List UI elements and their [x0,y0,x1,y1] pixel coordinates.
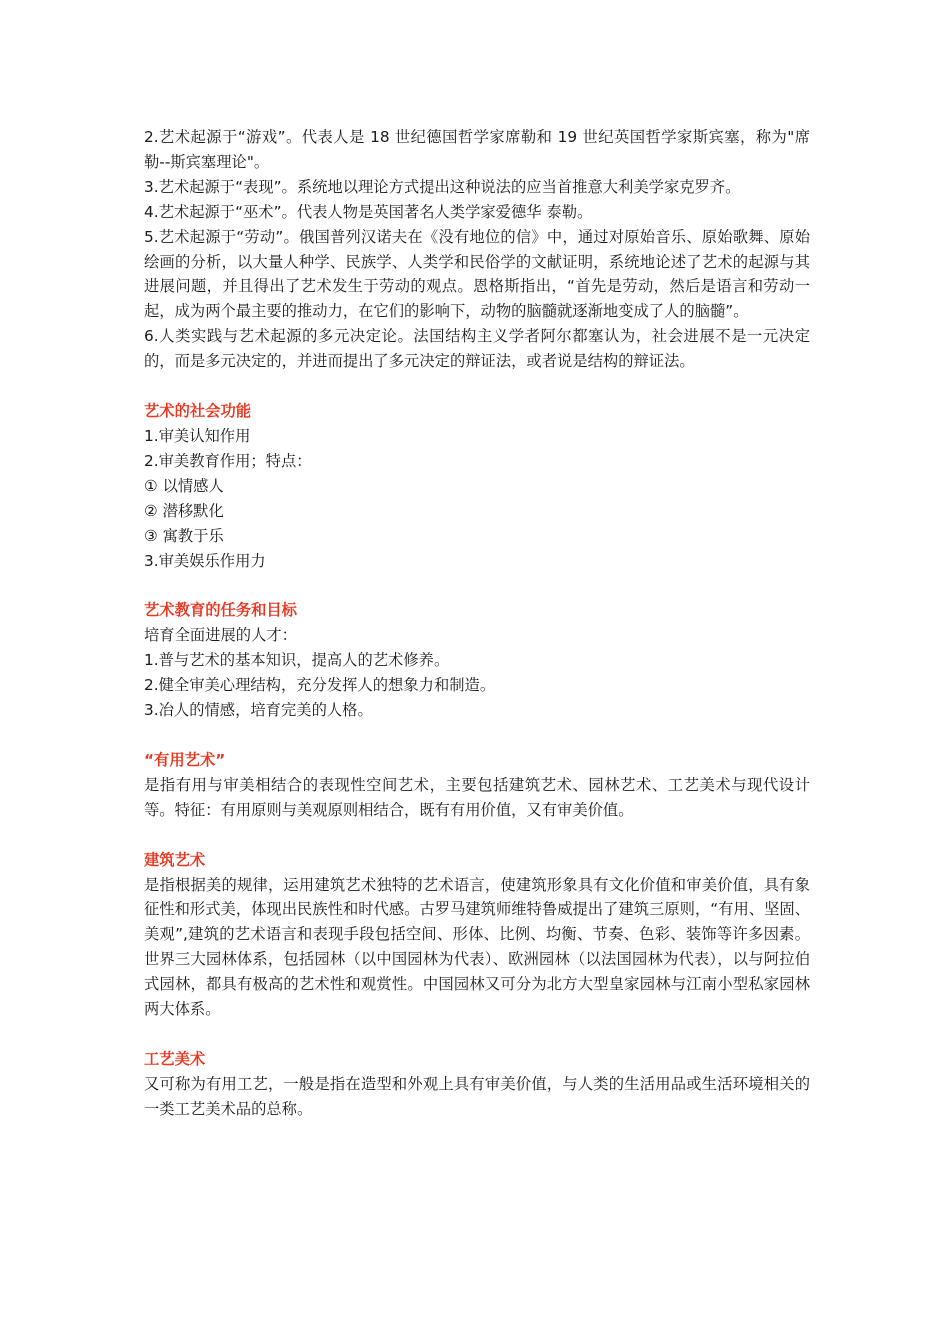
origin-theory-6: 6.人类实践与艺术起源的多元决定论。法国结构主义学者阿尔都塞认为，社会进展不是一元决定的，而是多元决定的，并进而提出了多元决定的辩证法，或者说是结构的辩证法。 [144,327,810,371]
useful-art-text: 是指有用与审美相结合的表现性空间艺术，主要包括建筑艺术、园林艺术、工艺美术与现代设计等。特征：有用原则与美观原则相结合，既有有用价值，又有审美价值。 [144,775,810,819]
architecture-heading: 建筑艺术 [144,850,206,869]
education-item: 培育全面进展的人才： [144,626,297,645]
social-function-item: ② 潜移默化 [144,501,224,520]
document-page [144,125,810,1122]
social-function-item: 2.审美教育作用；特点： [144,451,312,470]
crafts-text: 又可称为有用工艺，一般是指在造型和外观上具有审美价值，与人类的生活用品或生活环境相关的一类工艺美术品的总称。 [144,1074,810,1118]
education-item: 2.健全审美心理结构，充分发挥人的想象力和制造。 [144,676,496,695]
social-function-item: 3.审美娱乐作用力 [144,551,266,570]
social-function-item: ① 以情感人 [144,476,224,495]
origin-theory-5: 5.艺术起源于“劳动”。俄国普列汉诺夫在《没有地位的信》中，通过对原始音乐、原始歌舞、原始绘画的分析，以大量人种学、民族学、人类学和民俗学的文献证明，系统地论述了艺术的起源与其进展问题，并且得出了艺术发生于劳动的观点。恩格斯指出，“首先是劳动，然后是语言和劳动一起，成为两个最主要的推动力，在它们的影响下，动物的脑髓就逐渐地变成了人的脑髓”。 [144,227,810,321]
social-function-item: 1.审美认知作用 [144,426,251,445]
social-function-heading: 艺术的社会功能 [144,402,252,421]
crafts-heading: 工艺美术 [144,1050,206,1068]
origin-theory-2: 2.艺术起源于“游戏”。代表人是 18 世纪德国哲学家席勒和 19 世纪英国哲学家斯宾塞，称为"席勒--斯宾塞理论"。 [144,128,810,171]
education-item: 1.普与艺术的基本知识，提高人的艺术修养。 [144,651,450,670]
architecture-text: 是指根据美的规律，运用建筑艺术独特的艺术语言，使建筑形象具有文化价值和审美价值，具有象征性和形式美，体现出民族性和时代感。古罗马建筑师维特鲁威提出了建筑三原则，“有用、坚固、美观”,建筑的艺术语言和表现手段包括空间、形体、比例、均衡、节奏、色彩、装饰等许多因素。世界三大园林体系，包括园林（以中国园林为代表）、欧洲园林（以法国园林为代表），以与阿拉伯式园林，都具有极高的艺术性和观赏性。中国园林又可分为北方大型皇家园林与江南小型私家园林两大体系。 [144,875,810,1019]
education-heading: 艺术教育的任务和目标 [144,601,297,620]
social-function-item: ③ 寓教于乐 [144,526,224,545]
useful-art-heading: “有用艺术” [144,750,226,769]
education-item: 3.冶人的情感，培育完美的人格。 [144,701,373,720]
origin-theory-3: 3.艺术起源于“表现”。系统地以理论方式提出这种说法的应当首推意大利美学家克罗齐。 [144,177,741,196]
origin-theory-4: 4.艺术起源于“巫术”。代表人物是英国著名人类学家爱德华 泰勒。 [144,202,593,221]
